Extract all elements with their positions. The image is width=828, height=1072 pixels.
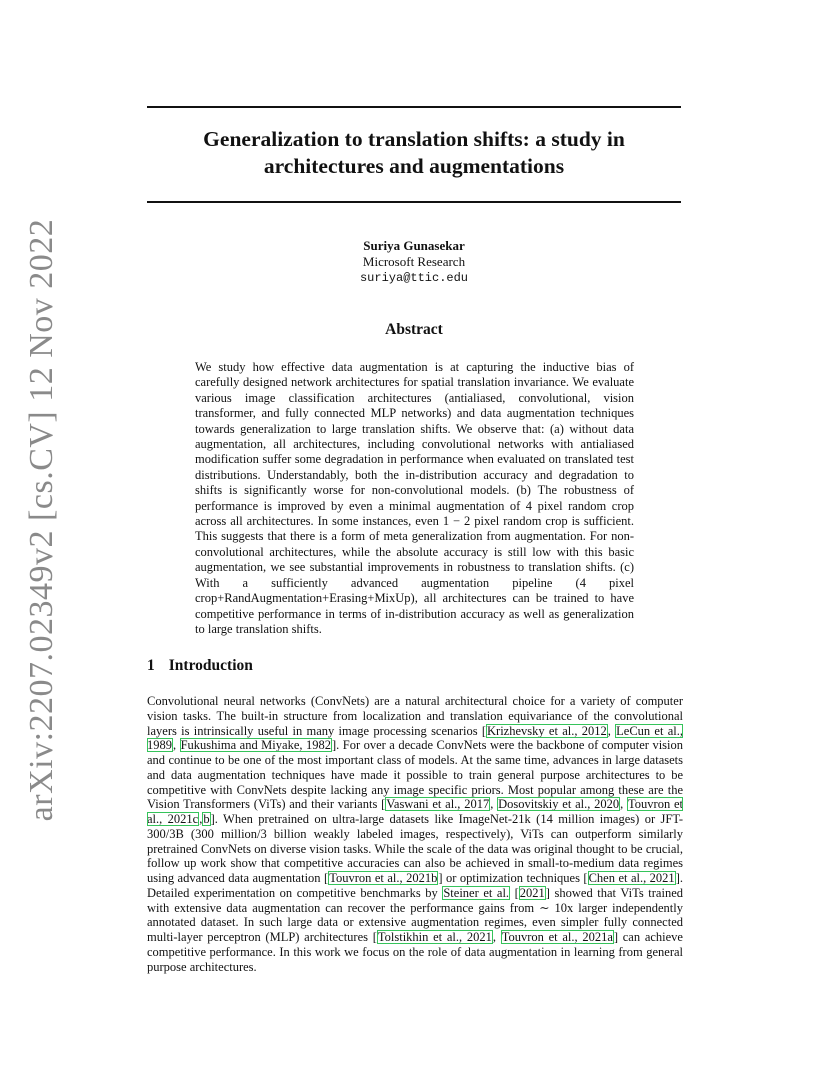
section-number: 1 <box>147 657 155 674</box>
citation-link[interactable]: 2021 <box>519 885 545 900</box>
citation-link[interactable]: Touvron et al., 2021b <box>329 871 438 885</box>
citation-link[interactable]: Vaswani et al., 2017 <box>386 797 490 812</box>
abstract-heading: Abstract <box>385 321 443 338</box>
title-top-rule <box>147 106 681 108</box>
intro-text: Convolutional neural networks (ConvNets) are a natural architectural choice for a variety of computer vision tasks. The built-in structure from localization and translation equivariance of the convolutional layers is intrinsically useful in many image processing scenarios [ <box>147 694 683 738</box>
introduction-paragraph <box>147 694 683 974</box>
paper-title-line-1: Generalization to translation shifts: a study in <box>203 127 625 151</box>
citation-link[interactable]: Touvron et al., 2021a <box>501 930 613 944</box>
intro-text: ] or optimization techniques [ <box>438 871 588 885</box>
intro-text: , <box>607 723 616 738</box>
citation-link[interactable]: LeCun et al., 1989 <box>147 723 683 753</box>
citation-link[interactable]: Steiner et al. <box>443 885 510 900</box>
citation-link[interactable]: Dosovitskiy et al., 2020 <box>498 797 620 812</box>
citation-link[interactable]: Touvron et al., 2021c <box>147 797 684 826</box>
abstract-text: We study how effective data augmentation is at capturing the inductive bias of carefully designed network architectures for spatial translation invariance. We evaluate various image classification architectures (antialiased, convolutional, vision transformer, and fully connected MLP networks) and data augmentation techniques towards generalization to large translation shifts. We observe that: (a) without data augmentation, all architectures, including convolutional networks with antialiased modification suffer some degradation in performance when evaluated on translated test distributions. Understandably, both the in-distribution accuracy and degradation to shifts is significantly worse for non-convolutional models. (b) The robustness of performance is improved by even a minimal augmentation of 4 pixel random crop across all architectures. In some instances, even 1 − 2 pixel random crop is sufficient. This suggests that there is a form of meta generalization from augmentation. For non-convolutional architectures, while the absolute accuracy is still low with this basic augmentation, we see substantial improvements in robustness to translation shifts. (c) With a sufficiently advanced augmentation pipeline (4 pixel crop+RandAugmentation+Erasing+MixUp), all architectures can be trained to have competitive performance in terms of in-distribution accuracy as well as generalization to large translation shifts. <box>195 360 634 636</box>
intro-text: [ <box>510 885 519 900</box>
intro-text: , <box>492 930 501 944</box>
author-email[interactable]: suriya@ttic.edu <box>359 271 469 285</box>
intro-text: ]. When pretrained on ultra-large datasets like ImageNet-21k (14 million images) or JFT-300/3B (300 million/3 billion weakly labeled images, respectively), ViTs can outperform similarly pretrained ConvNets on diverse vision tasks. While the scale of the data was original thought to be crucial, follow up work show that competitive accuracies can also be achieved in small-to-medium data regimes using advanced data augmentation [ <box>147 812 683 885</box>
section-heading-introduction <box>147 657 253 675</box>
arxiv-identifier-stamp: arXiv:2207.02349v2 [cs.CV] 12 Nov 2022 <box>23 218 60 822</box>
intro-text: , <box>490 797 498 812</box>
paper-title <box>147 126 681 180</box>
author-name: Suriya Gunasekar <box>363 238 465 253</box>
citation-link[interactable]: b <box>203 812 210 826</box>
intro-text: ] showed that ViTs trained with extensive data augmentation can recover the performance gains from ∼ 10x larger independently annotated dataset. In such large data or extensive augmentation regimes, even simpler fully connected multi-layer perceptron (MLP) architectures [ <box>147 885 684 944</box>
author-block <box>147 238 681 286</box>
intro-text: , <box>620 797 628 812</box>
intro-text: , <box>199 812 203 826</box>
citation-link[interactable]: Fukushima and Miyake, 1982 <box>180 738 331 753</box>
intro-text: ]. Detailed experimentation on competitive benchmarks by <box>147 871 683 900</box>
intro-text: ]. For over a decade ConvNets were the backbone of computer vision and continue to be one of the most important class of models. At the same time, advances in large datasets and data augmentation techniques have made it possible to train general purpose architectures to be competitive with ConvNets despite lacking any image specific priors. Most popular among these are the Vision Transformers (ViTs) and their variants [ <box>147 738 684 812</box>
title-bottom-rule <box>147 201 681 203</box>
intro-text: , <box>173 738 180 753</box>
paper-title-line-2: architectures and augmentations <box>263 154 565 178</box>
author-affiliation: Microsoft Research <box>362 254 466 269</box>
citation-link[interactable]: Krizhevsky et al., 2012 <box>487 723 607 738</box>
citation-link[interactable]: Tolstikhin et al., 2021 <box>377 930 492 944</box>
citation-link[interactable]: Chen et al., 2021 <box>588 871 675 885</box>
section-title: Introduction <box>168 657 253 674</box>
intro-text: ] can achieve competitive performance. In this work we focus on the role of data augmentation in learning from general purpose architectures. <box>147 930 683 974</box>
